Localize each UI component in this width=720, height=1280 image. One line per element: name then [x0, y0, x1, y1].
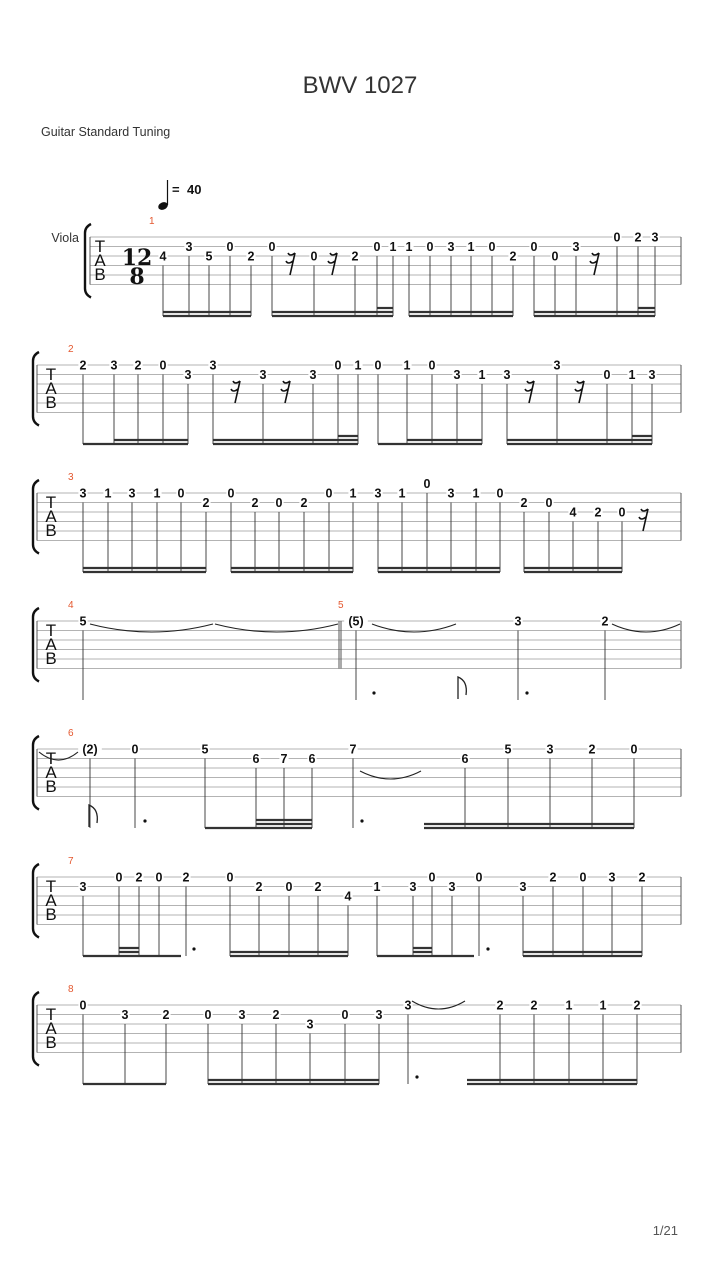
augmentation-dot — [360, 819, 363, 822]
fret-number: 0 — [475, 870, 483, 885]
measure-number: 5 — [338, 600, 344, 611]
fret-number: 1 — [405, 240, 413, 254]
system-bracket — [33, 864, 39, 938]
fret-number: 3 — [375, 1008, 383, 1022]
tab-clef-letter: T — [45, 749, 57, 768]
tab-system — [33, 736, 681, 828]
measure-number: 6 — [68, 728, 74, 739]
fret-number: 3 — [128, 486, 136, 501]
fret-number: 0 — [341, 1008, 349, 1022]
fret-number: 1 — [565, 998, 573, 1013]
fret-number: 0 — [579, 870, 587, 885]
fret-number: 0 — [226, 870, 234, 885]
fret-number: 2 — [251, 496, 259, 510]
augmentation-dot — [192, 947, 195, 950]
fret-number: 0 — [603, 368, 611, 382]
fret-number: 2 — [638, 870, 646, 885]
fret-number: 3 — [259, 368, 267, 382]
tab-clef-letter: B — [45, 1033, 57, 1052]
augmentation-dot — [415, 1075, 418, 1078]
tab-clef-letter: T — [45, 877, 57, 896]
tab-clef-letter: B — [94, 265, 106, 284]
tab-clef-letter: A — [45, 507, 57, 526]
fret-number: 7 — [349, 742, 357, 757]
fret-number: 0 — [613, 230, 621, 245]
fret-number: 2 — [314, 880, 322, 894]
fret-number: 0 — [630, 742, 638, 757]
page-title: BWV 1027 — [302, 72, 418, 99]
augmentation-dot — [143, 819, 146, 822]
fret-number: 0 — [159, 358, 167, 373]
fret-number: 3 — [209, 358, 217, 373]
fret-number: 2 — [351, 249, 359, 264]
fret-number: 3 — [121, 1008, 129, 1022]
fret-number: 1 — [373, 880, 381, 894]
fret-number: 0 — [618, 505, 626, 520]
measure-number: 1 — [149, 216, 155, 227]
augmentation-dot — [372, 691, 375, 694]
tab-clef-letter: A — [45, 635, 57, 654]
fret-number: 1 — [349, 486, 357, 501]
fret-number: 3 — [409, 880, 417, 894]
fret-number: 3 — [374, 486, 382, 501]
fret-number: 3 — [185, 240, 193, 254]
system-bracket — [33, 352, 39, 426]
measure-number: 7 — [68, 856, 74, 867]
fret-number: 3 — [110, 358, 118, 373]
fret-number: 5 — [205, 249, 213, 264]
augmentation-dot — [486, 947, 489, 950]
fret-number: 3 — [447, 240, 455, 254]
fret-number: 1 — [354, 358, 362, 373]
fret-number: 0 — [496, 486, 504, 501]
fret-number: 6 — [461, 752, 469, 766]
fret-number: 2 — [300, 496, 308, 510]
tab-clef-letter: B — [45, 649, 57, 668]
fret-number: 0 — [177, 486, 185, 501]
fret-number: 6 — [252, 752, 260, 766]
fret-number: 3 — [553, 358, 561, 373]
fret-number: 2 — [601, 614, 609, 629]
fret-number: 0 — [227, 486, 235, 501]
fret-number: 2 — [134, 358, 142, 373]
tab-clef-letter: A — [94, 251, 106, 270]
tab-clef-letter: A — [45, 891, 57, 910]
fret-number: 0 — [530, 240, 538, 254]
tab-clef-letter: A — [45, 763, 57, 782]
fret-number: 1 — [472, 486, 480, 501]
tab-clef-letter: B — [45, 393, 57, 412]
fret-number: 0 — [275, 496, 283, 510]
fret-number: 5 — [201, 742, 209, 757]
fret-number: 3 — [79, 880, 87, 894]
fret-number: 2 — [509, 249, 517, 264]
fret-number: 0 — [551, 249, 559, 264]
fret-number: 2 — [247, 249, 255, 264]
fret-number: 3 — [238, 1008, 246, 1022]
fret-number: 2 — [255, 880, 263, 894]
tempo-equals: = — [172, 182, 180, 197]
page-number: 1/21 — [652, 1223, 678, 1238]
fret-number: 3 — [453, 368, 461, 382]
fret-number: 3 — [79, 486, 87, 501]
fret-number: 2 — [588, 742, 596, 757]
tab-system — [85, 224, 681, 316]
fret-number: 7 — [280, 752, 288, 766]
fret-number: 2 — [634, 230, 642, 245]
fret-number: 2 — [530, 998, 538, 1013]
tab-clef-letter: A — [45, 379, 57, 398]
fret-number: 2 — [594, 505, 602, 520]
fret-number: 0 — [285, 880, 293, 894]
fret-number: 0 — [310, 249, 318, 264]
tab-clef-letter: A — [45, 1019, 57, 1038]
fret-number: 2 — [162, 1008, 170, 1022]
fret-number: 1 — [599, 998, 607, 1013]
tab-clef-letter: T — [94, 237, 106, 256]
fret-number: 0 — [373, 240, 381, 254]
fret-number: 1 — [104, 486, 112, 501]
fret-number: 0 — [268, 240, 276, 254]
system-bracket — [33, 736, 39, 810]
fret-number: 2 — [272, 1008, 280, 1022]
fret-number: 5 — [79, 614, 87, 629]
fret-number: 0 — [155, 870, 163, 885]
fret-number: 2 — [135, 870, 143, 885]
fret-number: 3 — [648, 368, 656, 382]
fret-number: 5 — [504, 742, 512, 757]
fret-number: 2 — [182, 870, 190, 885]
fret-number: 0 — [79, 998, 87, 1013]
measure-number: 3 — [68, 472, 74, 483]
fret-number: 3 — [184, 368, 192, 382]
tuning-label: Guitar Standard Tuning — [41, 125, 171, 139]
tempo-bpm: 40 — [187, 182, 202, 197]
measure-number: 4 — [68, 600, 74, 611]
fret-number: 1 — [153, 486, 161, 501]
fret-number: (5) — [348, 614, 364, 629]
fret-number: 1 — [403, 358, 411, 373]
system-bracket — [33, 992, 39, 1066]
measure-number: 2 — [68, 344, 74, 355]
fret-number: 6 — [308, 752, 316, 766]
fret-number: 2 — [520, 496, 528, 510]
fret-number: 2 — [549, 870, 557, 885]
fret-number: 3 — [608, 870, 616, 885]
tab-clef-letter: T — [45, 1005, 57, 1024]
fret-number: 2 — [202, 496, 210, 510]
measure-number: 8 — [68, 984, 74, 995]
fret-number: 0 — [115, 870, 123, 885]
note-flag-icon — [458, 677, 466, 699]
system-bracket — [33, 480, 39, 554]
fret-number: 1 — [478, 368, 486, 382]
fret-number: 4 — [344, 889, 352, 904]
fret-number: 0 — [428, 358, 436, 373]
fret-number: 3 — [572, 240, 580, 254]
fret-number: 1 — [467, 240, 475, 254]
tab-system — [33, 992, 681, 1084]
fret-number: 1 — [628, 368, 636, 382]
fret-number: 0 — [334, 358, 342, 373]
tab-clef-letter: B — [45, 905, 57, 924]
fret-number: 3 — [651, 230, 659, 245]
fret-number: 0 — [545, 496, 553, 510]
fret-number: 0 — [423, 477, 431, 491]
time-signature-bottom: 8 — [129, 264, 145, 290]
fret-number: 0 — [325, 486, 333, 501]
fret-number: 0 — [226, 240, 234, 254]
instrument-label: Viola — [51, 231, 79, 245]
fret-number: 1 — [389, 240, 397, 254]
fret-number: 3 — [503, 368, 511, 382]
fret-number: 4 — [569, 505, 577, 520]
fret-number: 3 — [519, 880, 527, 894]
tab-clef-letter: T — [45, 493, 57, 512]
fret-number: 2 — [496, 998, 504, 1013]
fret-number: 0 — [374, 358, 382, 373]
fret-number: 2 — [633, 998, 641, 1013]
fret-number: 3 — [448, 880, 456, 894]
time-signature-top: 12 — [121, 245, 153, 271]
fret-number: 2 — [79, 358, 87, 373]
fret-number: 4 — [159, 249, 167, 264]
tab-clef-letter: B — [45, 777, 57, 796]
fret-number: 3 — [309, 368, 317, 382]
fret-number: 3 — [404, 998, 412, 1013]
tab-clef-letter: T — [45, 621, 57, 640]
fret-number: 3 — [546, 742, 554, 757]
tab-clef-letter: T — [45, 365, 57, 384]
tempo-marking — [157, 180, 169, 211]
fret-number: 0 — [204, 1008, 212, 1022]
fret-number: 1 — [398, 486, 406, 501]
fret-number: 3 — [447, 486, 455, 501]
fret-number: 0 — [426, 240, 434, 254]
tab-clef-letter: B — [45, 521, 57, 540]
fret-number: 3 — [306, 1017, 314, 1032]
augmentation-dot — [525, 691, 528, 694]
system-bracket — [33, 608, 39, 682]
fret-number: 0 — [428, 870, 436, 885]
fret-number: (2) — [82, 742, 98, 757]
fret-number: 3 — [514, 614, 522, 629]
fret-number: 0 — [488, 240, 496, 254]
fret-number: 0 — [131, 742, 139, 757]
